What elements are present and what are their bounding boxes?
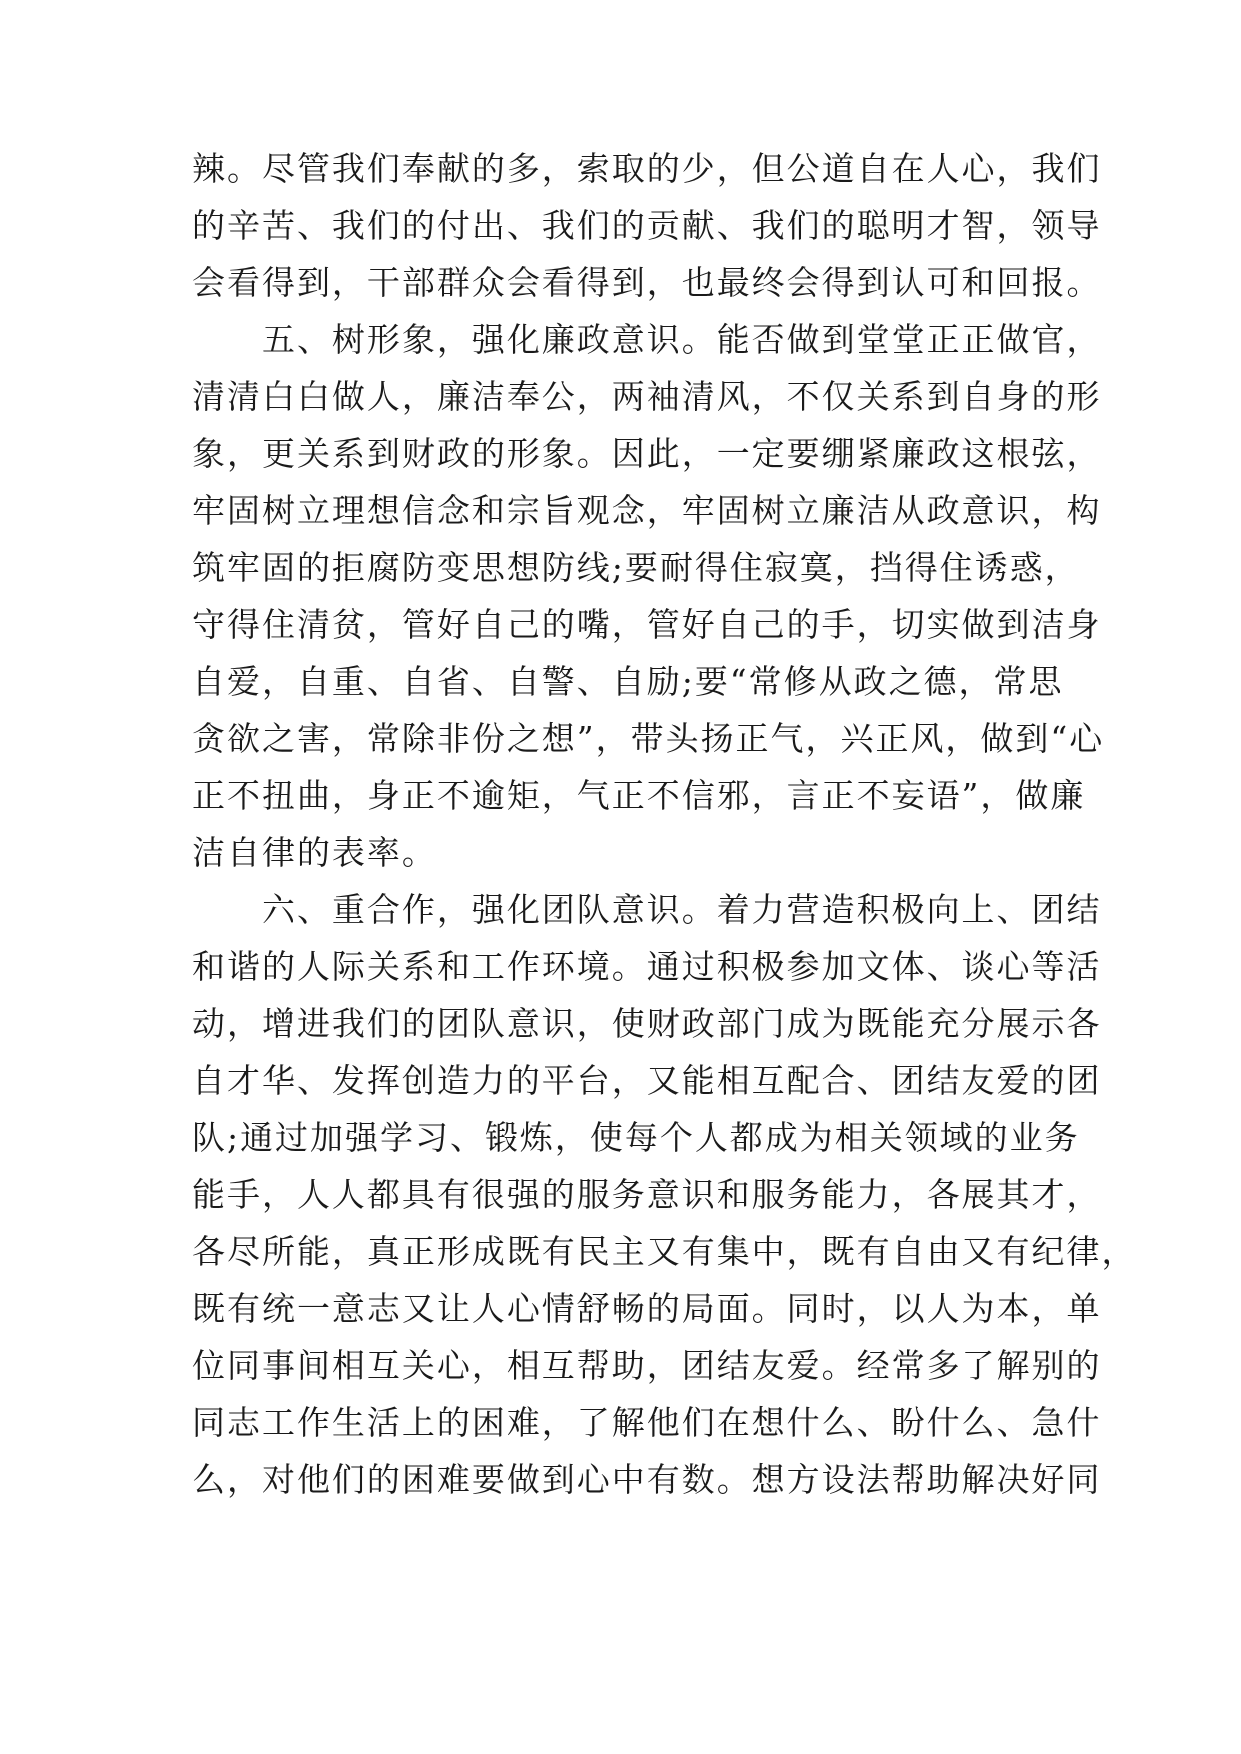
text-line: 象，更关系到财政的形象。因此，一定要绷紧廉政这根弦， <box>192 434 1102 473</box>
text-line: 能手，人人都具有很强的服务意识和服务能力，各展其才， <box>192 1175 1102 1214</box>
text-line: 的辛苦、我们的付出、我们的贡献、我们的聪明才智，领导 <box>192 206 1102 245</box>
text-line: 辣。尽管我们奉献的多，索取的少，但公道自在人心，我们 <box>192 149 1102 188</box>
text-line: 清清白白做人，廉洁奉公，两袖清风，不仅关系到自身的形 <box>192 377 1102 416</box>
text-line: 么，对他们的困难要做到心中有数。想方设法帮助解决好同 <box>192 1460 1102 1499</box>
text-line: 洁自律的表率。 <box>192 833 437 872</box>
text-line: 贪欲之害，常除非份之想”，带头扬正气，兴正风，做到“心 <box>192 719 1105 758</box>
text-line: 守得住清贫，管好自己的嘴，管好自己的手，切实做到洁身 <box>192 605 1102 644</box>
text-line: 正不扭曲，身正不逾矩，气正不信邪，言正不妄语”，做廉 <box>192 776 1086 815</box>
text-line: 和谐的人际关系和工作环境。通过积极参加文体、谈心等活 <box>192 947 1102 986</box>
section-5-heading-line: 五、树形象，强化廉政意识。能否做到堂堂正正做官， <box>192 320 1102 359</box>
text-line: 队;通过加强学习、锻炼，使每个人都成为相关领域的业务 <box>192 1118 1080 1157</box>
text-line: 牢固树立理想信念和宗旨观念，牢固树立廉洁从政意识，构 <box>192 491 1102 530</box>
text-line: 筑牢固的拒腐防变思想防线;要耐得住寂寞，挡得住诱惑， <box>192 548 1080 587</box>
section-6-heading-line: 六、重合作，强化团队意识。着力营造积极向上、团结 <box>192 890 1102 929</box>
text-line: 各尽所能，真正形成既有民主又有集中，既有自由又有纪律， <box>192 1232 1137 1271</box>
text-line: 既有统一意志又让人心情舒畅的局面。同时，以人为本，单 <box>192 1289 1102 1328</box>
text-line: 位同事间相互关心，相互帮助，团结友爱。经常多了解别的 <box>192 1346 1102 1385</box>
text-line: 自才华、发挥创造力的平台，又能相互配合、团结友爱的团 <box>192 1061 1102 1100</box>
text-line: 同志工作生活上的困难，了解他们在想什么、盼什么、急什 <box>192 1403 1102 1442</box>
text-line: 会看得到，干部群众会看得到，也最终会得到认可和回报。 <box>192 263 1102 302</box>
text-line: 自爱，自重、自省、自警、自励;要“常修从政之德，常思 <box>192 662 1064 701</box>
text-line: 动，增进我们的团队意识，使财政部门成为既能充分展示各 <box>192 1004 1102 1043</box>
